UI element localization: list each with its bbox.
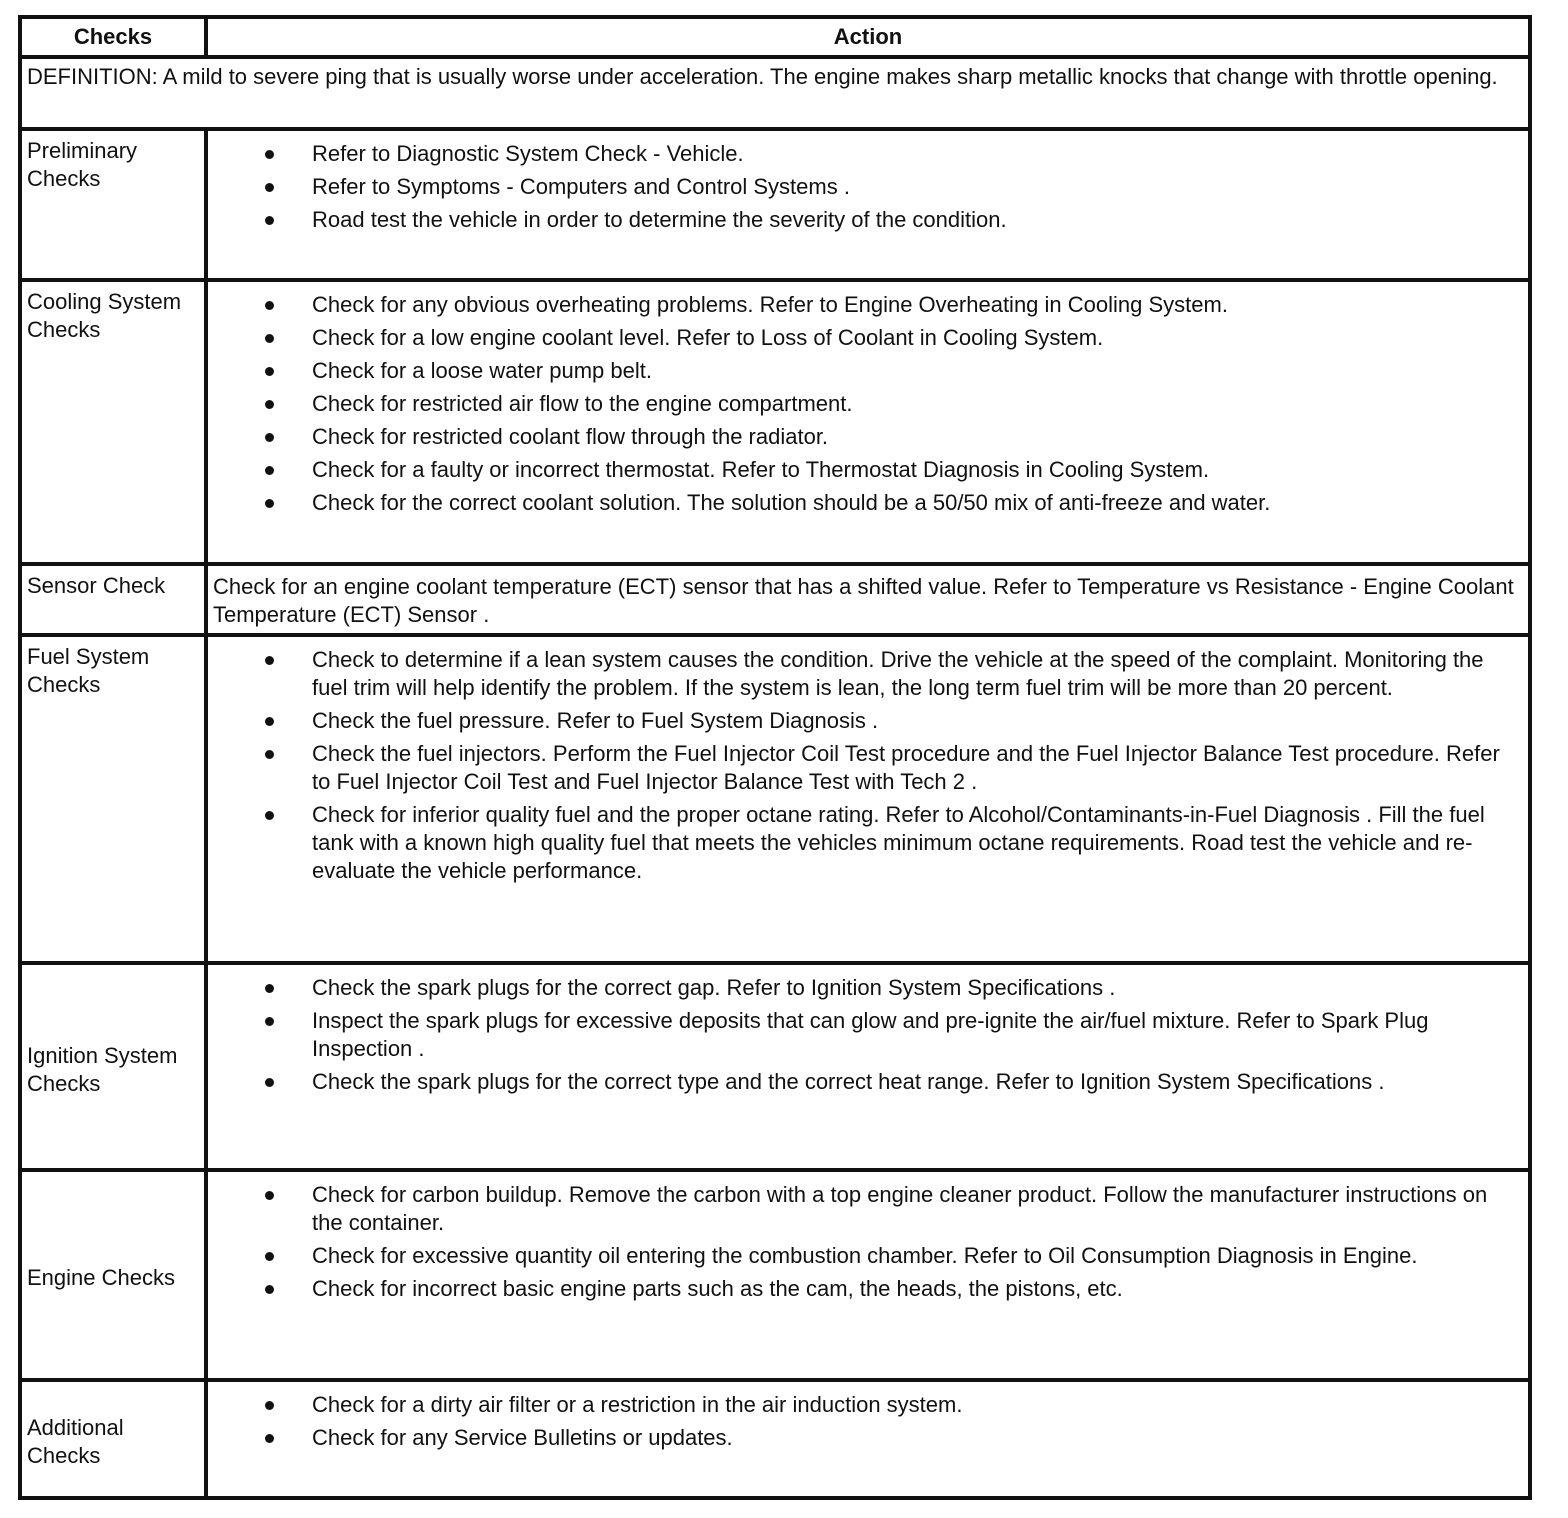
list-item-text: Refer to Symptoms - Computers and Control Systems . bbox=[312, 174, 850, 199]
list-item bbox=[208, 740, 1522, 796]
list-item bbox=[208, 173, 1522, 201]
definition-row bbox=[20, 57, 1530, 129]
definition-text: DEFINITION: A mild to severe ping that is usually worse under acceleration. The engine makes sharp metallic knocks that change with throttle opening. bbox=[20, 57, 1530, 129]
list-item bbox=[208, 646, 1522, 702]
list-item-text: Refer to Diagnostic System Check - Vehicle. bbox=[312, 141, 744, 166]
table-row bbox=[20, 129, 1530, 280]
check-label: Cooling System Checks bbox=[20, 280, 206, 564]
list-item bbox=[208, 206, 1522, 234]
list-item-text: Inspect the spark plugs for excessive deposits that can glow and pre-ignite the air/fuel mixture. Refer to Spark Plug Inspection . bbox=[312, 1008, 1429, 1061]
list-item bbox=[208, 1007, 1522, 1063]
list-item-text: Check the spark plugs for the correct type and the correct heat range. Refer to Ignition System Specifications . bbox=[312, 1069, 1385, 1094]
bullet-icon bbox=[265, 811, 274, 820]
check-label: Fuel System Checks bbox=[20, 635, 206, 963]
check-label: Additional Checks bbox=[20, 1380, 206, 1498]
check-label: Ignition System Checks bbox=[20, 963, 206, 1170]
list-item-text: Check the spark plugs for the correct gap. Refer to Ignition System Specifications . bbox=[312, 975, 1116, 1000]
action-cell-text: Check for an engine coolant temperature (ECT) sensor that has a shifted value. Refer to Temperature vs Resistance - Engine Coolant Temperature (ECT) Sensor . bbox=[206, 564, 1530, 635]
check-label: Sensor Check bbox=[20, 564, 206, 635]
bullet-list bbox=[208, 965, 1528, 1096]
bullet-icon bbox=[265, 183, 274, 192]
list-item bbox=[208, 1242, 1522, 1270]
check-label: Engine Checks bbox=[20, 1170, 206, 1380]
list-item bbox=[208, 489, 1522, 517]
bullet-list bbox=[208, 1382, 1528, 1452]
list-item bbox=[208, 324, 1522, 352]
action-cell bbox=[206, 963, 1530, 1170]
bullet-icon bbox=[265, 1285, 274, 1294]
list-item-text: Road test the vehicle in order to determine the severity of the condition. bbox=[312, 207, 1007, 232]
list-item-text: Check for any Service Bulletins or updates. bbox=[312, 1425, 733, 1450]
list-item bbox=[208, 291, 1522, 319]
bullet-icon bbox=[265, 717, 274, 726]
action-cell bbox=[206, 635, 1530, 963]
check-label: Preliminary Checks bbox=[20, 129, 206, 280]
bullet-list bbox=[208, 1172, 1528, 1303]
list-item bbox=[208, 974, 1522, 1002]
action-cell bbox=[206, 129, 1530, 280]
table-row bbox=[20, 1170, 1530, 1380]
table-row bbox=[20, 1380, 1530, 1498]
action-cell bbox=[206, 280, 1530, 564]
list-item-text: Check for excessive quantity oil entering the combustion chamber. Refer to Oil Consumption Diagnosis in Engine. bbox=[312, 1243, 1418, 1268]
list-item-text: Check to determine if a lean system causes the condition. Drive the vehicle at the speed of the complaint. Monitoring the fuel trim will help identify the problem. If the system is lean, the long term fuel trim will be more than 20 percent. bbox=[312, 647, 1484, 700]
bullet-icon bbox=[265, 499, 274, 508]
bullet-icon bbox=[265, 334, 274, 343]
list-item-text: Check for any obvious overheating problems. Refer to Engine Overheating in Cooling System. bbox=[312, 292, 1228, 317]
list-item-text: Check for inferior quality fuel and the proper octane rating. Refer to Alcohol/Contaminants-in-Fuel Diagnosis . Fill the fuel tank with a known high quality fuel that meets the vehicles minimum octane requirements. Road test the vehicle and re-evaluate the vehicle performance. bbox=[312, 802, 1485, 883]
list-item-text: Check for a low engine coolant level. Refer to Loss of Coolant in Cooling System. bbox=[312, 325, 1104, 350]
bullet-icon bbox=[265, 216, 274, 225]
list-item-text: Check for the correct coolant solution. The solution should be a 50/50 mix of anti-freeze and water. bbox=[312, 490, 1271, 515]
diagnostic-table bbox=[18, 15, 1532, 1500]
bullet-icon bbox=[265, 750, 274, 759]
bullet-icon bbox=[265, 656, 274, 665]
bullet-icon bbox=[265, 400, 274, 409]
list-item-text: Check the fuel injectors. Perform the Fuel Injector Coil Test procedure and the Fuel Injector Balance Test procedure. Refer to Fuel Injector Coil Test and Fuel Injector Balance Test with Tech 2 . bbox=[312, 741, 1500, 794]
list-item-text: Check for restricted air flow to the engine compartment. bbox=[312, 391, 853, 416]
action-cell bbox=[206, 1170, 1530, 1380]
list-item bbox=[208, 357, 1522, 385]
bullet-icon bbox=[265, 466, 274, 475]
table-row bbox=[20, 280, 1530, 564]
list-item bbox=[208, 1068, 1522, 1096]
list-item bbox=[208, 1275, 1522, 1303]
bullet-list bbox=[208, 637, 1528, 885]
header-row bbox=[20, 17, 1530, 57]
list-item-text: Check for carbon buildup. Remove the carbon with a top engine cleaner product. Follow the manufacturer instructions on the container. bbox=[312, 1182, 1488, 1235]
list-item-text: Check for restricted coolant flow through the radiator. bbox=[312, 424, 829, 449]
list-item-text: Check the fuel pressure. Refer to Fuel System Diagnosis . bbox=[312, 708, 879, 733]
list-item bbox=[208, 140, 1522, 168]
list-item bbox=[208, 423, 1522, 451]
header-action: Action bbox=[206, 17, 1530, 57]
bullet-icon bbox=[265, 301, 274, 310]
bullet-icon bbox=[265, 1401, 274, 1410]
list-item bbox=[208, 390, 1522, 418]
table-row bbox=[20, 564, 1530, 635]
list-item bbox=[208, 1424, 1522, 1452]
list-item bbox=[208, 1391, 1522, 1419]
bullet-icon bbox=[265, 150, 274, 159]
table-row bbox=[20, 963, 1530, 1170]
bullet-icon bbox=[265, 367, 274, 376]
list-item bbox=[208, 707, 1522, 735]
header-checks: Checks bbox=[20, 17, 206, 57]
bullet-icon bbox=[265, 1434, 274, 1443]
list-item bbox=[208, 1181, 1522, 1237]
bullet-icon bbox=[265, 1017, 274, 1026]
list-item-text: Check for a dirty air filter or a restriction in the air induction system. bbox=[312, 1392, 963, 1417]
action-cell bbox=[206, 1380, 1530, 1498]
bullet-icon bbox=[265, 1191, 274, 1200]
list-item bbox=[208, 456, 1522, 484]
bullet-icon bbox=[265, 1252, 274, 1261]
bullet-icon bbox=[265, 433, 274, 442]
bullet-list bbox=[208, 282, 1528, 517]
bullet-list bbox=[208, 131, 1528, 234]
list-item bbox=[208, 801, 1522, 885]
bullet-icon bbox=[265, 1078, 274, 1087]
list-item-text: Check for a loose water pump belt. bbox=[312, 358, 652, 383]
list-item-text: Check for a faulty or incorrect thermostat. Refer to Thermostat Diagnosis in Cooling System. bbox=[312, 457, 1210, 482]
list-item-text: Check for incorrect basic engine parts such as the cam, the heads, the pistons, etc. bbox=[312, 1276, 1123, 1301]
bullet-icon bbox=[265, 984, 274, 993]
table-row bbox=[20, 635, 1530, 963]
